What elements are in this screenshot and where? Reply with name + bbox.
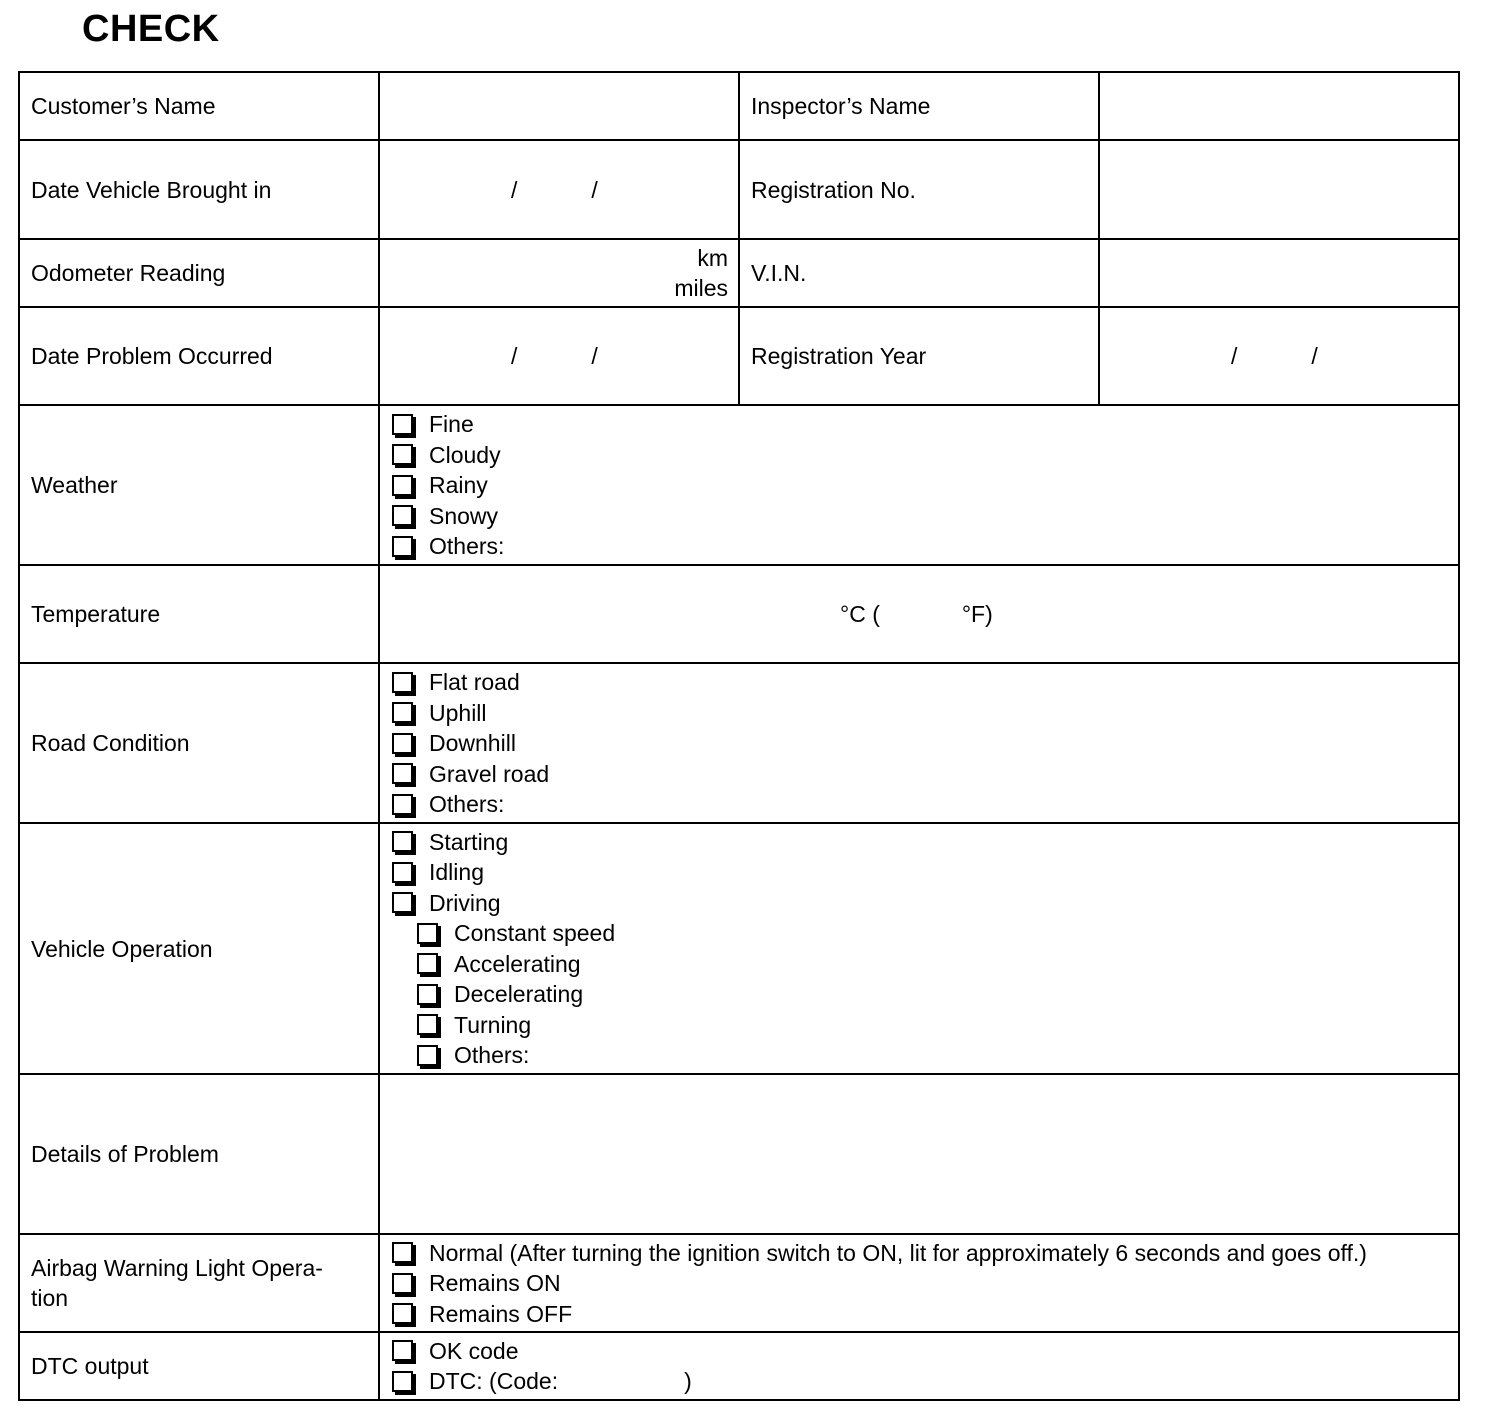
option-label: OK code: [429, 1337, 519, 1364]
road-option[interactable]: [390, 697, 1458, 728]
row-vehicle-operation: [19, 823, 1459, 1074]
option-label: Remains ON: [429, 1270, 561, 1296]
dtc-options: [379, 1332, 1459, 1400]
registration-year-field[interactable]: [1099, 307, 1459, 405]
checkbox[interactable]: [392, 702, 413, 723]
checkbox[interactable]: [417, 953, 438, 974]
option-label: Constant speed: [454, 920, 616, 947]
registration-no-label: Registration No.: [739, 140, 1099, 239]
date-separator: /: [511, 176, 518, 203]
road-option[interactable]: [390, 728, 1458, 759]
airbag-option[interactable]: [390, 1298, 1458, 1329]
weather-label: Weather: [19, 405, 379, 565]
vehicle-operation-label: Vehicle Operation: [19, 823, 379, 1074]
customer-name-label: Customer’s Name: [19, 72, 379, 140]
weather-option[interactable]: [390, 531, 1458, 562]
date-separator: /: [1231, 343, 1238, 369]
registration-year-label: Registration Year: [739, 307, 1099, 405]
dtc-label: DTC output: [19, 1332, 379, 1400]
date-brought-field[interactable]: [379, 140, 739, 239]
weather-option[interactable]: [390, 409, 1458, 440]
vin-field[interactable]: [1099, 239, 1459, 307]
date-separator: /: [591, 176, 598, 203]
date-separator: /: [511, 343, 518, 369]
weather-option[interactable]: [390, 439, 1458, 470]
odometer-label: Odometer Reading: [19, 239, 379, 307]
checkbox[interactable]: [392, 475, 413, 496]
date-separator: /: [591, 343, 598, 369]
airbag-label: Airbag Warning Light Opera- tion: [19, 1234, 379, 1332]
checkbox[interactable]: [392, 536, 413, 557]
checkbox[interactable]: [417, 984, 438, 1005]
airbag-option[interactable]: [390, 1268, 1458, 1299]
weather-option[interactable]: [390, 500, 1458, 531]
driving-sub-option[interactable]: [390, 979, 1458, 1010]
date-problem-field[interactable]: [379, 307, 739, 405]
checkbox[interactable]: [392, 733, 413, 754]
driving-sub-option[interactable]: [390, 1010, 1458, 1041]
checkbox[interactable]: [392, 444, 413, 465]
driving-sub-option[interactable]: [390, 918, 1458, 949]
form-title: CHECK: [82, 8, 220, 50]
option-label: Snowy: [429, 502, 499, 529]
row-airbag: [19, 1234, 1459, 1332]
dtc-code-option[interactable]: [390, 1366, 1458, 1397]
row-names: [19, 72, 1459, 140]
row-details: [19, 1074, 1459, 1234]
road-option[interactable]: [390, 789, 1458, 820]
date-separator: /: [1311, 343, 1318, 369]
option-label: Others:: [429, 791, 505, 817]
operation-option[interactable]: [390, 888, 1458, 919]
customer-name-field[interactable]: [379, 72, 739, 140]
date-brought-label: Date Vehicle Brought in: [19, 140, 379, 239]
checkbox[interactable]: [392, 505, 413, 526]
option-label: Uphill: [429, 699, 487, 726]
airbag-options: [379, 1234, 1459, 1332]
checkbox[interactable]: [392, 763, 413, 784]
option-label: Rainy: [429, 472, 488, 498]
road-option[interactable]: [390, 758, 1458, 789]
checkbox[interactable]: [392, 1340, 413, 1361]
row-date-problem: [19, 307, 1459, 405]
option-label: Others:: [454, 1042, 530, 1069]
checkbox[interactable]: [392, 794, 413, 815]
row-temperature: [19, 565, 1459, 663]
row-odometer: [19, 239, 1459, 307]
option-label: Others:: [429, 533, 505, 559]
operation-options: [379, 823, 1459, 1074]
checkbox[interactable]: [392, 414, 413, 435]
checkbox[interactable]: [392, 1303, 413, 1324]
row-date-brought: [19, 140, 1459, 239]
option-label: Remains OFF: [429, 1300, 573, 1327]
checkbox[interactable]: [417, 923, 438, 944]
option-label: Accelerating: [454, 950, 581, 977]
weather-options: [379, 405, 1459, 565]
option-label: Flat road: [429, 669, 520, 695]
temp-celsius-unit: °C (: [840, 601, 880, 627]
option-label: Idling: [429, 859, 484, 886]
checkbox[interactable]: [417, 1014, 438, 1035]
inspector-name-field[interactable]: [1099, 72, 1459, 140]
option-label: Downhill: [429, 730, 516, 756]
registration-no-field[interactable]: [1099, 140, 1459, 239]
odometer-unit-miles: miles: [674, 275, 728, 301]
road-options: [379, 663, 1459, 823]
odometer-field[interactable]: [379, 239, 739, 307]
option-label: Cloudy: [429, 441, 501, 468]
driving-sub-option[interactable]: [390, 949, 1458, 980]
checkbox[interactable]: [392, 1242, 413, 1263]
dtc-option[interactable]: [390, 1336, 1458, 1367]
operation-option[interactable]: [390, 857, 1458, 888]
option-label: Starting: [429, 828, 509, 855]
date-problem-label: Date Problem Occurred: [19, 307, 379, 405]
checkbox[interactable]: [392, 1273, 413, 1294]
inspector-name-label: Inspector’s Name: [739, 72, 1099, 140]
option-label: Driving: [429, 889, 501, 916]
row-road-condition: [19, 663, 1459, 823]
odometer-unit-km: km: [697, 245, 728, 271]
option-label: Gravel road: [429, 760, 550, 787]
driving-sub-option[interactable]: [390, 1040, 1458, 1071]
vin-label: V.I.N.: [739, 239, 1099, 307]
temp-fahrenheit-unit: °F): [961, 601, 993, 627]
airbag-option[interactable]: [390, 1237, 1458, 1268]
option-label: Decelerating: [454, 981, 584, 1008]
road-condition-label: Road Condition: [19, 663, 379, 823]
details-label: Details of Problem: [19, 1074, 379, 1234]
check-form-table: [18, 71, 1460, 1401]
checkbox[interactable]: [392, 1371, 413, 1392]
row-dtc: [19, 1332, 1459, 1400]
option-label: Turning: [454, 1011, 532, 1038]
weather-option[interactable]: [390, 470, 1458, 501]
checkbox[interactable]: [392, 672, 413, 693]
operation-option[interactable]: [390, 827, 1458, 858]
dtc-code-suffix: ): [684, 1368, 692, 1395]
checkbox[interactable]: [392, 862, 413, 883]
checkbox[interactable]: [392, 831, 413, 852]
temperature-label: Temperature: [19, 565, 379, 663]
details-field[interactable]: [379, 1074, 1459, 1234]
option-label: Normal (After turning the ignition switch to ON, lit for approximately 6 seconds and goes off.): [429, 1239, 1367, 1266]
temperature-field[interactable]: [379, 565, 1459, 663]
option-label: Fine: [429, 411, 474, 437]
checkbox[interactable]: [392, 892, 413, 913]
dtc-code-prefix: DTC: (Code:: [429, 1368, 559, 1395]
checkbox[interactable]: [417, 1045, 438, 1066]
road-option[interactable]: [390, 667, 1458, 698]
row-weather: [19, 405, 1459, 565]
